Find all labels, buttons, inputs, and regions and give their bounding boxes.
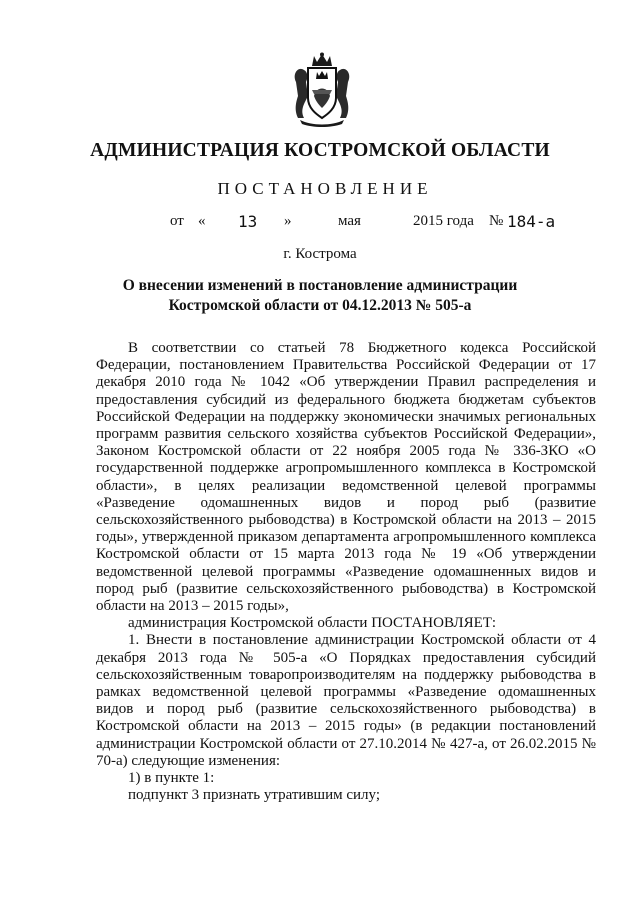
document-body	[96, 340, 596, 804]
body-paragraph-4: 1) в пункте 1:	[128, 770, 215, 787]
date-quote-close: »	[284, 213, 292, 229]
number-sign: №	[489, 213, 504, 229]
date-year: 2015 года	[413, 213, 474, 229]
date-day: 13	[238, 212, 258, 231]
date-month: мая	[338, 213, 361, 229]
document-subject	[0, 276, 640, 316]
body-paragraph-3: 1. Внести в постановление администрации Костромской области от 4 декабря 2013 года № 505-а «О Порядках предоставления субсидий сельскохозяйственным товаропроизводителям на поддержку рыбоводства в рамках ведомственной целевой программы «Разведение одомашненных видов и пород рыб (развитие сельскохозяйственного рыбоводства) в Костромской области на 2013 – 2015 годы» (в редакции постановлений администрации Костромской области от 27.10.2014 № 427-а, от 26.02.2015 № 70-а) следующие изменения:	[96, 632, 596, 769]
body-paragraph-2: администрация Костромской области ПОСТАНОВЛЯЕТ:	[128, 615, 497, 632]
coat-of-arms-icon	[290, 52, 354, 128]
body-paragraph-5: подпункт 3 признать утратившим силу;	[128, 787, 380, 804]
date-from-label: от	[170, 213, 184, 229]
subject-line-2: Костромской области от 04.12.2013 № 505-а	[168, 297, 472, 314]
date-quote-open: «	[198, 213, 206, 229]
organization-title: АДМИНИСТРАЦИЯ КОСТРОМСКОЙ ОБЛАСТИ	[90, 140, 550, 161]
subject-line-1: О внесении изменений в постановление администрации	[122, 277, 518, 294]
city-name: г. Кострома	[283, 246, 357, 262]
document-type: ПОСТАНОВЛЕНИЕ	[217, 179, 433, 198]
body-paragraph-1: В соответствии со статьей 78 Бюджетного кодекса Российской Федерации, постановлением Правительства Российской Федерации от 17 декабря 2010 года № 1042 «Об утверждении Правил распределения и предоставления субсидий из федерального бюджета бюджетам субъектов Российской Федерации на поддержку экономически значимых региональных программ развития сельского хозяйства субъектов Российской Федерации», Законом Костромской области от 22 ноября 2005 года № 336-ЗКО «О государственной поддержке агропромышленного комплекса в Костромской области», в целях реализации ведомственной целевой программы «Разведение одомашненных видов и пород рыб (развитие сельскохозяйственного рыбоводства) в Костромской области на 2013 – 2015 годы», утвержденной приказом департамента агропромышленного комплекса Костромской области от 15 марта 2013 года № 19 «Об утверждении ведомственной целевой программы «Разведение одомашненных видов и пород рыб (развитие сельскохозяйственного рыбоводства) в Костромской области на 2013 – 2015 годы»,	[96, 340, 596, 615]
date-line	[0, 213, 640, 235]
document-number: 184-а	[507, 212, 556, 231]
